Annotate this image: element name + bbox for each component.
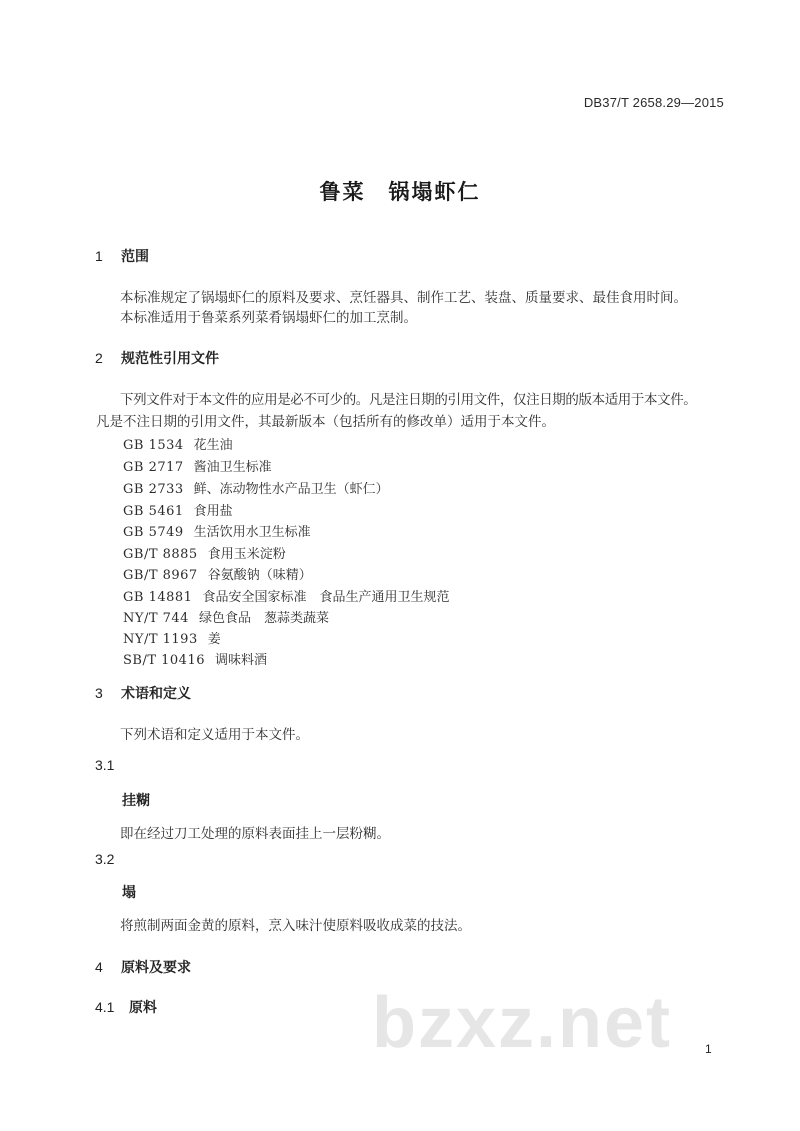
reference-code: GB/T 8967 <box>123 568 198 583</box>
reference-code: GB 14881 <box>123 590 193 605</box>
reference-item <box>123 649 267 668</box>
reference-item <box>123 607 329 626</box>
section-heading <box>95 348 219 368</box>
reference-code: GB/T 8885 <box>123 547 198 562</box>
section-title: 术语和定义 <box>121 686 191 702</box>
subsection-number: 4.1 <box>95 999 115 1015</box>
section-title: 规范性引用文件 <box>121 351 219 367</box>
reference-name: 调味料酒 <box>215 653 268 668</box>
term-definition: 将煎制两面金黄的原料，烹入味汁使原料吸收成菜的技法。 <box>120 918 471 934</box>
reference-item <box>123 586 449 605</box>
reference-name: 谷氨酸钠（味精） <box>207 568 312 583</box>
page-number: 1 <box>705 1042 712 1056</box>
section-number: 1 <box>95 248 103 264</box>
paragraph: 凡是不注日期的引用文件，其最新版本（包括所有的修改单）适用于本文件。 <box>96 414 555 430</box>
reference-code: GB 2717 <box>123 460 184 475</box>
reference-name: 花生油 <box>193 438 233 453</box>
paragraph: 下列术语和定义适用于本文件。 <box>120 727 309 743</box>
reference-name: 姜 <box>207 632 221 647</box>
reference-item <box>123 564 312 583</box>
section-number: 2 <box>95 350 103 366</box>
paragraph: 本标准规定了锅塌虾仁的原料及要求、烹饪器具、制作工艺、装盘、质量要求、最佳食用时间。 <box>120 290 687 306</box>
reference-code: GB 5461 <box>123 504 184 519</box>
section-heading <box>95 957 191 977</box>
subsection-heading <box>95 997 157 1017</box>
reference-item <box>123 478 389 497</box>
watermark: bzxz.net <box>372 983 673 1063</box>
subsection-title: 原料 <box>129 1000 157 1016</box>
reference-item <box>123 628 221 647</box>
reference-item <box>123 456 272 475</box>
reference-code: NY/T 1193 <box>123 632 198 647</box>
reference-code: NY/T 744 <box>123 611 189 626</box>
section-title: 范围 <box>121 249 149 265</box>
document-title: 鲁菜 锅塌虾仁 <box>319 180 481 204</box>
section-heading <box>95 246 149 266</box>
reference-item <box>123 521 311 540</box>
paragraph: 本标准适用于鲁菜系列菜肴锅塌虾仁的加工烹制。 <box>120 310 417 326</box>
reference-name: 生活饮用水卫生标准 <box>193 525 311 540</box>
reference-name: 酱油卫生标准 <box>193 460 272 475</box>
reference-item <box>123 500 233 519</box>
section-number: 4 <box>95 959 103 975</box>
section-heading <box>95 683 191 703</box>
term-definition: 即在经过刀工处理的原料表面挂上一层粉糊。 <box>120 826 390 842</box>
term-name: 塌 <box>122 885 136 901</box>
section-number: 3 <box>95 685 103 701</box>
reference-code: GB 1534 <box>123 438 184 453</box>
reference-name: 绿色食品 葱蒜类蔬菜 <box>198 611 329 626</box>
reference-code: GB 2733 <box>123 482 184 497</box>
reference-item <box>123 434 233 453</box>
reference-item <box>123 543 286 562</box>
reference-name: 食用玉米淀粉 <box>207 547 286 562</box>
reference-name: 鲜、冻动物性水产品卫生（虾仁） <box>193 482 389 497</box>
reference-name: 食品安全国家标准 食品生产通用卫生规范 <box>202 590 450 605</box>
reference-code: SB/T 10416 <box>123 653 205 668</box>
reference-name: 食用盐 <box>193 504 233 519</box>
reference-code: GB 5749 <box>123 525 184 540</box>
standard-code: DB37/T 2658.29—2015 <box>583 95 724 110</box>
term-name: 挂糊 <box>122 793 150 809</box>
term-number: 3.2 <box>95 851 115 867</box>
section-title: 原料及要求 <box>121 960 191 976</box>
term-number: 3.1 <box>95 757 115 773</box>
paragraph: 下列文件对于本文件的应用是必不可少的。凡是注日期的引用文件，仅注日期的版本适用于本文件。 <box>120 392 697 408</box>
